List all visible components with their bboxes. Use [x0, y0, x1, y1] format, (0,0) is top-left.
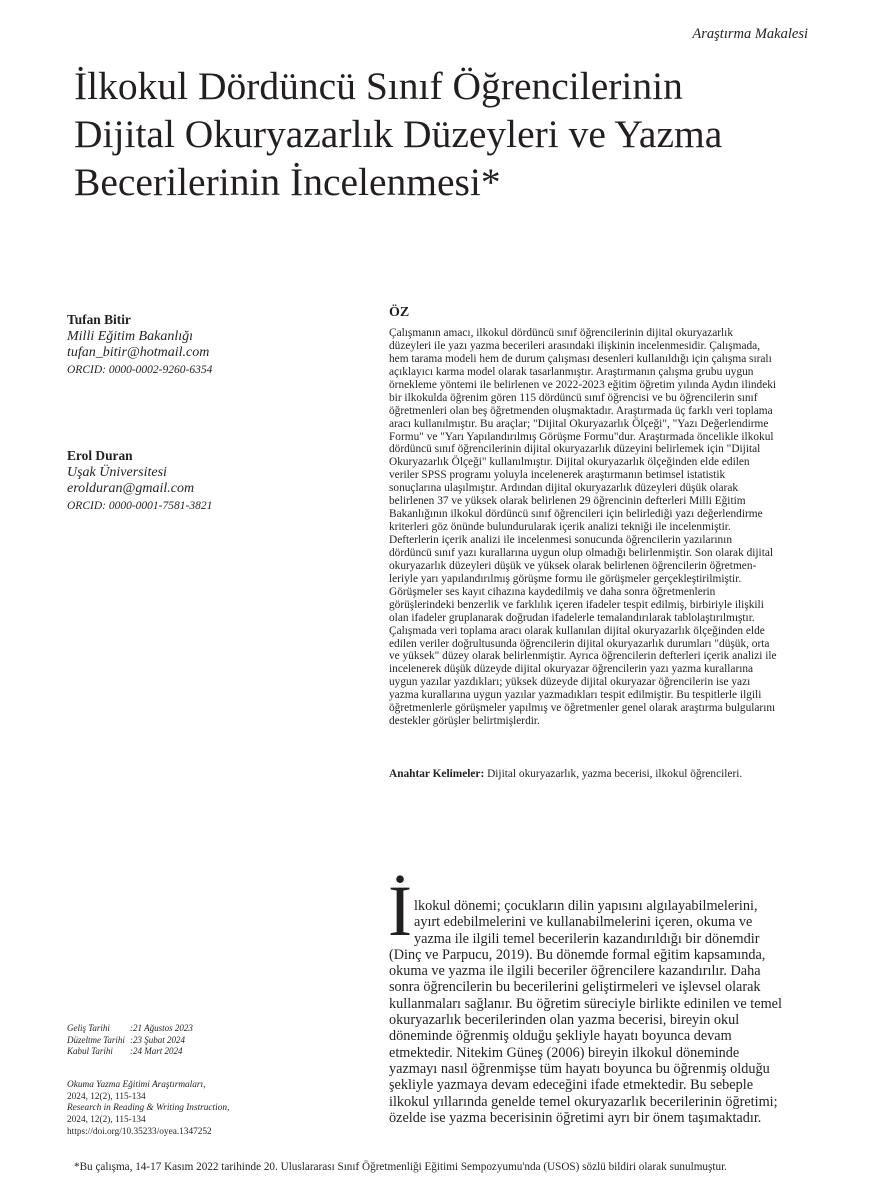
abstract-line: aracı kullanılmıştır. Bu araçlar; "Dijital Okuryazarlık Ölçeği", "Yazı Değerlendirme [389, 417, 769, 430]
body-line: ilkokul yıllarında genelde temel okuryazarlık becerilerinin öğretimi; [389, 1093, 778, 1110]
body-line: etmektedir. Nitekim Güneş (2006) bireyin ilkokul döneminde [389, 1044, 740, 1061]
author-orcid: ORCID: 0000-0002-9260-6354 [67, 363, 213, 376]
abstract-line: leriyle yarı yapılandırılmış görüşme formu ile görüşmeler gerçekleştirilmiştir. [389, 572, 742, 585]
abstract-line: Bakanlığının ilkokul dördüncü sınıf öğrencileri için belirlediği yazı değerlendirme [389, 508, 763, 521]
journal-volume-en: 2024, 12(2), 115-134 [67, 1115, 146, 1126]
abstract-line: veriler SPSS programı yoluyla incelenerek araştırmanın betimsel istatistik [389, 469, 726, 482]
author-name: Tufan Bitir [67, 312, 131, 327]
abstract-line: Formu" ve "Yarı Yapılandırılmış Görüşme Formu"dur. Araştırmada öncelikle ilkokul [389, 430, 774, 443]
keywords [389, 768, 809, 781]
abstract-line: örnekleme yöntemi ile belirlenen ve 2022-2023 eğitim öğretim yılında Aydın ilindeki [389, 378, 777, 391]
date-row [67, 1023, 193, 1035]
body-line: (Dinç ve Parpucu, 2019). Bu dönemde formal eğitim kapsamında, [389, 946, 766, 963]
title-line: Dijital Okuryazarlık Düzeyleri ve Yazma [74, 112, 723, 156]
date-row [67, 1046, 193, 1058]
author-name: Erol Duran [67, 448, 133, 463]
doi-link[interactable]: https://doi.org/10.35233/oyea.1347252 [67, 1126, 212, 1137]
author-institution: Milli Eğitim Bakanlığı [67, 328, 193, 344]
abstract-line: öğretmenlerle görüşmeler yapılmış ve öğretmenler genel olarak araştırma bulgularını [389, 702, 776, 715]
abstract-line: Defterlerin içerik analizi ile incelenmesi sonucunda öğrencilerin yazılarının [389, 534, 732, 546]
date-value: :24 Mart 2024 [130, 1046, 183, 1056]
abstract-line: uygun yazılar yazdıkları; yüksek düzeyde dijital okuryazar öğrencilerin ise yazı [389, 676, 751, 689]
body-line: şekliyle yazmaya devam edeceğini ifade etmektedir. Bu sebeple [389, 1077, 754, 1094]
journal-name-en: Research in Reading & Writing Instruction, [67, 1103, 230, 1114]
abstract-line: öğretmenleri olan beş öğretmenden oluşmaktadır. Araştırmada üç farklı veri toplama [389, 404, 773, 417]
author-email[interactable]: tufan_bitir@hotmail.com [67, 345, 210, 360]
abstract-line: destekler görüşler belirtmişlerdir. [389, 715, 540, 728]
body-line: kullanmaları sağlanır. Bu öğretim süreciyle birlikte edinilen ve temel [389, 995, 782, 1012]
body-line: okuma ve yazma ile ilgili beceriler öğrencilere kazandırılır. Daha [389, 963, 761, 980]
date-row [67, 1035, 193, 1047]
article-dates [67, 1023, 193, 1058]
body-line: sonra öğrencilerin bu becerilerini geliştirmeleri ve işlevsel olarak [389, 979, 761, 996]
title-line: Becerilerinin İncelenmesi* [74, 160, 501, 204]
abstract-line: belirlenen 37 ve yüksek olarak belirlenen 29 öğrencinin defterleri Milli Eğitim [389, 495, 746, 508]
journal-info [67, 1080, 229, 1139]
abstract-line: bir ilkokulda öğrenim gören 115 dördüncü sınıf öğrencisi ve bu öğrencilerin sınıf [389, 391, 758, 404]
author-orcid: ORCID: 0000-0001-7581-3821 [67, 499, 213, 512]
journal-name-tr: Okuma Yazma Eğitimi Araştırmaları, [67, 1080, 206, 1090]
abstract-line: olan ifadeler gruplanarak doğrudan ifadelerle temalandırılarak tablolaştırılmıştır. [389, 611, 755, 624]
date-value: :23 Şubat 2024 [130, 1034, 185, 1045]
abstract-line: Okuryazarlık Ölçeği" kullanılmıştır. Dijital okuryazarlık ölçeğinden elde edilen [389, 456, 750, 469]
abstract-heading: ÖZ [389, 305, 410, 320]
abstract-line: sonuçlarına ulaşılmıştır. Ardından dijital okuryazarlık düzeyleri düşük olarak [389, 482, 739, 495]
abstract-text [389, 327, 809, 728]
date-label: Kabul Tarihi [67, 1046, 113, 1056]
body-line: lkokul dönemi; çocukların dilin yapısını algılayabilmelerini, [414, 898, 758, 914]
abstract-line: kriterleri göz önünde bulundurularak içerik analizi tekniği ile incelenmiştir. [389, 521, 731, 534]
abstract-line: Görüşmeler ses kayıt cihazına kaydedilmiş ve daha sonra öğretmenlerin [389, 585, 716, 598]
abstract-line: Çalışmada veri toplama aracı olarak kullanılan dijital okuryazarlık ölçeğinden elde [389, 624, 765, 637]
body-line: yazma ile ilgili temel becerilerin kazandırıldığı bir dönemdir [414, 930, 760, 947]
abstract-line: görüşlerindeki benzerlik ve farklılık içeren ifadeler tespit edilmiş, birbiriyle ilişkili [389, 598, 764, 611]
abstract-line: hem tarama modeli hem de durum çalışması desenleri kullanıldığı için çalışma sıralı [389, 352, 772, 365]
abstract-line: Çalışmanın amacı, ilkokul dördüncü sınıf öğrencilerinin dijital okuryazarlık [389, 327, 734, 339]
body-line: döneminde öğrenmiş olduğu şekliyle hayatı boyunca devam [389, 1028, 732, 1045]
body-line: okuryazarlık becerilerinden olan yazma becerisi, bireyin okul [389, 1012, 740, 1029]
drop-cap: İ [388, 871, 412, 951]
body-paragraph [389, 898, 809, 1126]
author-institution: Uşak Üniversitesi [67, 464, 167, 480]
author-block-2 [67, 448, 212, 514]
abstract-line: okuryazarlık düzeyleri düşük ve yüksek olarak belirlenen öğrencilerin öğretmen- [389, 559, 757, 572]
body-line: ayırt edebilmelerini ve kullanabilmelerini içeren, okuma ve [414, 914, 753, 931]
abstract-line: açıklayıcı karma model olarak tasarlanmıştır. Araştırmanın çalışma grubu uygun [389, 365, 754, 378]
author-email[interactable]: erolduran@gmail.com [67, 481, 195, 496]
abstract-line: dördüncü sınıf yazı kurallarına uygun olup olmadığı belirlenmiştir. Son olarak dijital [389, 546, 774, 559]
abstract-line: ve yüksek" düzey olarak belirlenmiştir. Ayrıca öğrencilerin defterleri içerik analizi ile [389, 650, 777, 663]
author-block-1 [67, 312, 212, 378]
body-line: yazmayı nasıl öğrenmişse tüm hayatı boyunca bu öğrenmiş olduğu [389, 1060, 770, 1077]
title-line: İlkokul Dördüncü Sınıf Öğrencilerinin [74, 64, 683, 108]
abstract-line: incelenerek düşük düzeyde dijital okuryazar öğrencilerin yazı yazma kurallarına [389, 663, 754, 676]
date-label: Düzeltme Tarihi [67, 1034, 125, 1045]
journal-volume-tr: 2024, 12(2), 115-134 [67, 1091, 146, 1102]
keywords-list: Dijital okuryazarlık, yazma becerisi, ilkokul öğrencileri. [484, 768, 743, 780]
date-value: :21 Ağustos 2023 [130, 1023, 193, 1033]
body-line: özelde ise yazma becerisinin öğretimi ayrı bir önem taşımaktadır. [389, 1109, 762, 1126]
article-title [74, 62, 814, 206]
abstract-line: edilen veriler doğrultusunda öğrencilerin dijital okuryazarlık durumları "düşük, orta [389, 637, 770, 650]
footnote: *Bu çalışma, 14-17 Kasım 2022 tarihinde 20. Uluslararası Sınıf Öğretmenliği Eğitimi Sempozyumu'nda (USOS) sözlü bildiri olarak sunulmuştur. [74, 1161, 727, 1173]
keywords-label: Anahtar Kelimeler: [389, 768, 485, 780]
abstract-line: yazma kurallarına uygun yazılar yazmadıkları tespit edilmiştir. Bu tespitlerle ilgili [389, 689, 762, 702]
abstract-line: düzeyleri ile yazı yazma becerileri arasındaki ilişkinin incelenmesidir. Çalışmada, [389, 339, 761, 352]
date-label: Geliş Tarihi [67, 1023, 110, 1033]
article-type-label: Araştırma Makalesi [692, 26, 808, 42]
abstract-line: dördüncü sınıf öğrencilerinin dijital okuryazarlık düzeyini belirlemek için "Dijital [389, 443, 761, 456]
